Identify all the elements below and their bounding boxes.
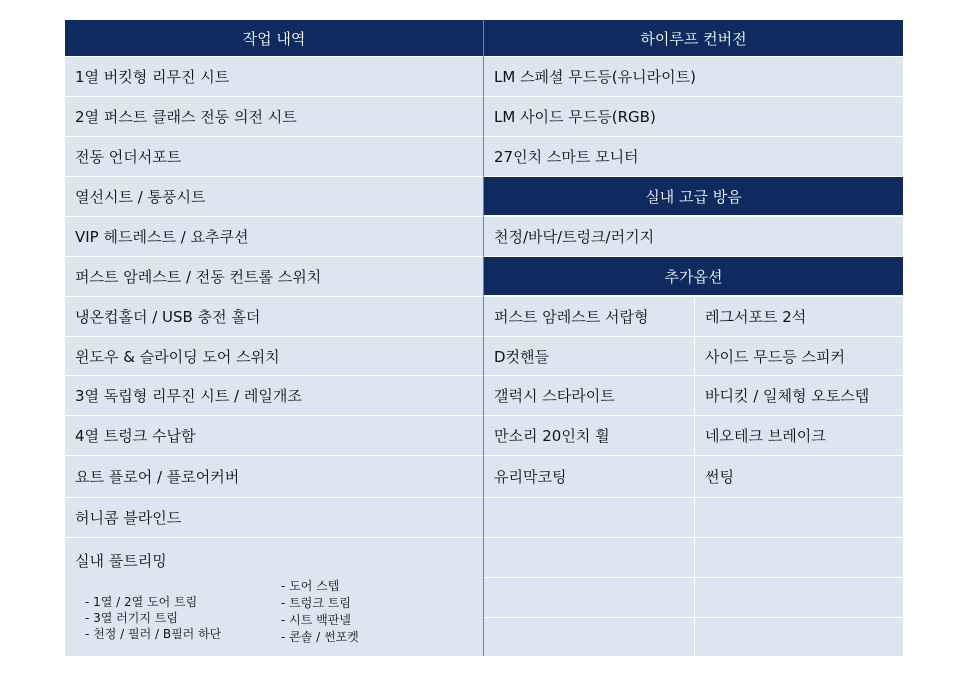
empty-cell — [484, 577, 694, 617]
empty-cell — [484, 497, 694, 537]
convert-row: LM 스페셜 무드등(유니라이트) — [484, 56, 903, 96]
left-row: 2열 퍼스트 클래스 전동 의전 시트 — [65, 96, 483, 136]
option-cell: 레그서포트 2석 — [695, 296, 903, 336]
trim-item: - 트렁크 트림 — [281, 596, 351, 610]
left-row: 전동 언더서포트 — [65, 136, 483, 176]
trim-cell — [65, 537, 483, 656]
convert-row: LM 사이드 무드등(RGB) — [484, 96, 903, 136]
sound-header: 실내 고급 방음 — [484, 177, 903, 215]
left-row: 요트 플로어 / 플로어커버 — [65, 455, 483, 497]
trim-item: - 3열 러기지 트림 — [85, 611, 178, 625]
option-cell: D컷핸들 — [484, 336, 694, 375]
trim-item: - 천정 / 필러 / B필러 하단 — [85, 627, 222, 641]
left-row: 윈도우 & 슬라이딩 도어 스위치 — [65, 336, 483, 375]
option-cell: 퍼스트 암레스트 서랍형 — [484, 296, 694, 336]
empty-cell — [695, 537, 903, 577]
option-cell: 바디킷 / 일체형 오토스텝 — [695, 375, 903, 415]
empty-cell — [695, 497, 903, 537]
option-cell: 만소리 20인치 휠 — [484, 415, 694, 455]
convert-row: 27인치 스마트 모니터 — [484, 136, 903, 176]
column-divider — [483, 20, 484, 656]
trim-item: - 1열 / 2열 도어 트림 — [85, 595, 198, 609]
option-cell: 네오테크 브레이크 — [695, 415, 903, 455]
left-row: VIP 헤드레스트 / 요추쿠션 — [65, 216, 483, 256]
left-row: 4열 트렁크 수납함 — [65, 415, 483, 455]
trim-title: 실내 풀트리밍 — [75, 552, 167, 570]
option-cell: 사이드 무드등 스피커 — [695, 336, 903, 375]
left-row: 3열 독립형 리무진 시트 / 레일개조 — [65, 375, 483, 415]
option-cell: 갤럭시 스타라이트 — [484, 375, 694, 415]
trim-item: - 콘솔 / 썬포켓 — [281, 630, 359, 644]
left-row: 허니콤 블라인드 — [65, 497, 483, 537]
left-row: 1열 버킷형 리무진 시트 — [65, 56, 483, 96]
empty-cell — [695, 617, 903, 656]
trim-item: - 시트 백판넬 — [281, 613, 351, 627]
trim-item: - 도어 스텝 — [281, 579, 340, 593]
options-header: 추가옵션 — [484, 257, 903, 295]
sound-row: 천정/바닥/트렁크/러기지 — [484, 216, 903, 256]
option-cell: 유리막코팅 — [484, 455, 694, 497]
option-cell: 썬팅 — [695, 455, 903, 497]
work-table — [65, 20, 903, 656]
empty-cell — [484, 617, 694, 656]
empty-cell — [695, 577, 903, 617]
left-row: 퍼스트 암레스트 / 전동 컨트롤 스위치 — [65, 256, 483, 296]
left-row: 냉온컵홀더 / USB 충전 홀더 — [65, 296, 483, 336]
convert-header: 하이루프 컨버전 — [484, 20, 903, 56]
left-header: 작업 내역 — [65, 20, 483, 56]
left-row: 열선시트 / 통풍시트 — [65, 176, 483, 216]
empty-cell — [484, 537, 694, 577]
